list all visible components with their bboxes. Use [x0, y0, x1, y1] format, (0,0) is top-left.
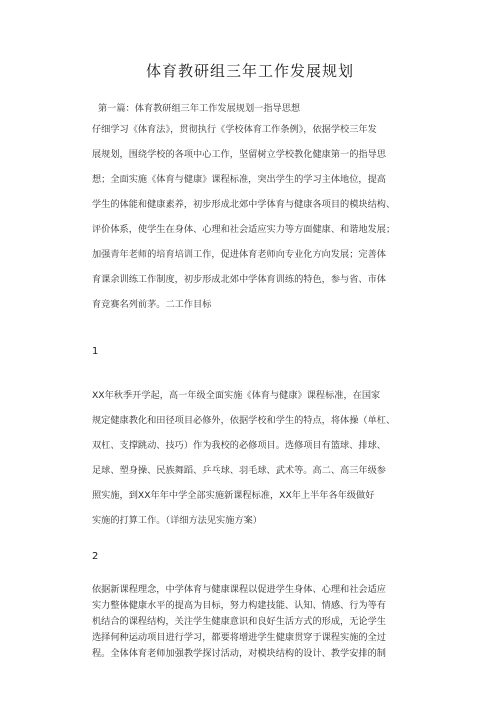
paragraph-line: 育竞赛名列前茅。二工作目标: [92, 299, 212, 310]
paragraph-line: 评价体系，使学生在身体、心理和社会适应实力等方面健康、和谐地发展；: [92, 224, 396, 235]
paragraph-line: 学生的体能和健康素养，初步形成北郊中学体育与健康各项目的模块结构、: [92, 199, 396, 210]
paragraph-line: 仔细学习《体育法》，贯彻执行《学校体育工作条例》，依据学校三年发: [92, 124, 377, 135]
paragraph-line: XX年秋季开学起，高一年级全面实施《体育与健康》课程标准，在国家: [92, 390, 381, 401]
paragraph-line: 照实施，到XX年年中学全部实施新课程标准，XX年上半年各年级做好: [92, 490, 375, 501]
section-number: 1: [92, 346, 99, 357]
paragraph-line: 实力整体健康水平的提高为目标，努力构建技能、认知、情感、行为等有: [92, 600, 386, 611]
paragraph-line: 选择何种运动项目进行学习，都要将增进学生健康贯穿于课程实施的全过: [92, 632, 386, 643]
paragraph-line: 程。全体体育老师加强教学探讨活动，对模块结构的设计、教学安排的制: [92, 648, 386, 659]
paragraph-line: 足球、塑身操、民族舞蹈、乒乓球、羽毛球、武术等。高二、高三年级参: [92, 465, 386, 476]
document-title: 体育教研组三年工作发展规划: [145, 62, 354, 80]
paragraph-line: 双杠、支撑跳动、技巧）作为我校的必修项目。选修项目有篮球、排球、: [92, 440, 386, 451]
document-subtitle: 第一篇：体育教研组三年工作发展规划一指导思想: [98, 103, 301, 114]
paragraph-line: 展规划，围绕学校的各项中心工作，坚留树立学校教化健康第一的指导思: [92, 149, 386, 160]
paragraph-line: 机结合的课程结构，关注学生健康意识和良好生活方式的形成，无论学生: [92, 616, 386, 627]
paragraph-line: 依据新课程理念，中学体育与健康课程以促进学生身体、心理和社会适应: [92, 584, 386, 595]
paragraph-line: 实施的打算工作。（详细方法见实施方案）: [92, 515, 262, 526]
section-number: 2: [92, 551, 99, 562]
paragraph-line: 育课余训练工作制度，初步形成北郊中学体育训练的特色，参与省、市体: [92, 274, 386, 285]
paragraph-line: 规定健康教化和田径项目必修外，依据学校和学生的特点，将体操（单杠、: [92, 415, 396, 426]
paragraph-line: 加强青年老师的培育培训工作，促进体育老师向专业化方向发展；完善体: [92, 249, 386, 260]
paragraph-line: 想；全面实施《体育与健康》课程标准，突出学生的学习主体地位，提高: [92, 174, 386, 185]
